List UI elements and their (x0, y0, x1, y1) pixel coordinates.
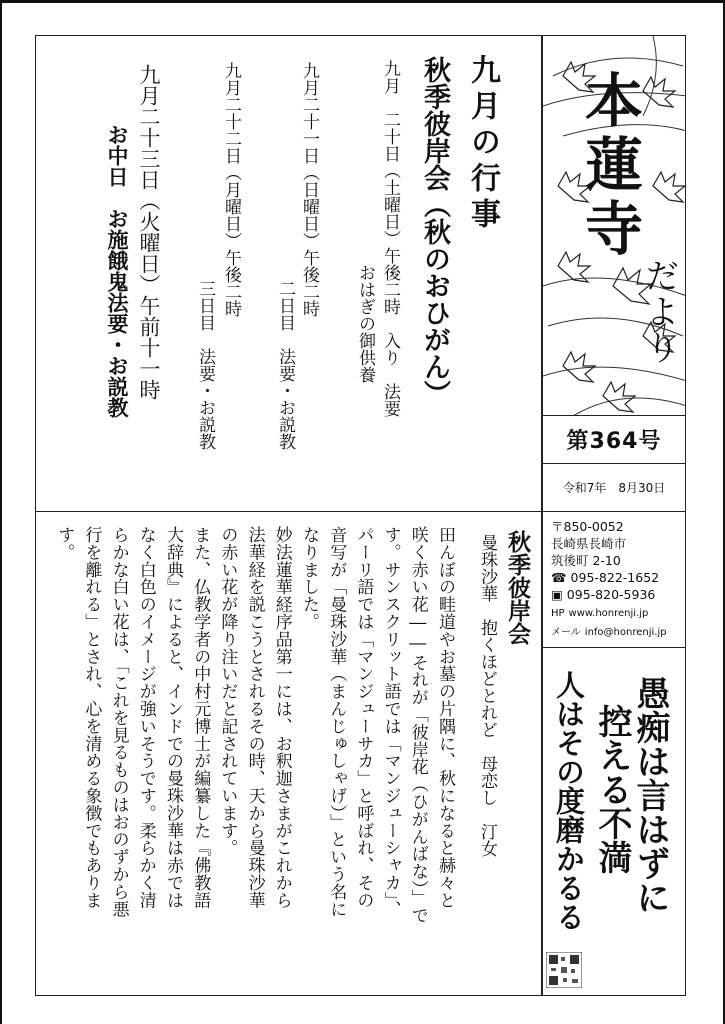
essay-body-line: らかな白い花は、「これを見るものはおのずから悪 (108, 526, 129, 918)
essay-body-line: 咲く赤い花――それが「彼岸花（ひがんばな）」で (407, 526, 428, 924)
essay-body-line: す。サンスクリット語では「マンジューシャカ」、 (380, 526, 401, 918)
essay-body-line: 行を離れる」とされ、心を清める象徴でもありま (81, 526, 102, 909)
mail-row (551, 622, 677, 641)
issue-box (542, 416, 686, 464)
event-line-4: 二日目 法要・お説教 (275, 280, 295, 450)
event-line-2: おはぎの御供養 (355, 264, 375, 383)
event-line-5: 九月二十二日（月曜日）午後二時 (221, 62, 241, 317)
essay-body-line: す。 (54, 526, 75, 561)
motto-box (542, 648, 686, 996)
homepage-row (551, 603, 677, 622)
event-line-3: 九月二十一日（日曜日）午後二時 (299, 62, 319, 317)
essay-body-line: 田んぼの畦道やお墓の片隅に、秋になると赫々と (435, 526, 455, 909)
issue-number: 第364号 (566, 429, 662, 454)
essay-body-line: 音写が「曼珠沙華（まんじゅしゃげ）」という名に (326, 526, 347, 918)
events-heading: 九月の行事 (465, 54, 500, 234)
phone-number: 095-822-1652 (570, 570, 660, 585)
fax-number: 095-820-5936 (566, 587, 656, 602)
essay-body-line: また、仏教学者の中村元博士が編纂した『佛教語 (190, 526, 211, 909)
address-line-1: 長崎県長崎市 (551, 536, 627, 551)
events-section (35, 35, 542, 512)
homepage-url[interactable]: www.honrenji.jp (568, 608, 649, 619)
date-box (542, 464, 686, 512)
event-line-1: 九月 二十日（土曜日）午後二時 入り 法要 (380, 60, 400, 417)
phone-icon: ☎ (551, 570, 571, 585)
masthead (542, 35, 686, 416)
masthead-title: 本蓮寺 (575, 70, 643, 262)
motto-line-3: 人はその度磨かるる (552, 670, 586, 931)
event-line-6: 三日目 法要・お説教 (195, 280, 215, 450)
page-edge-left (0, 0, 2, 1024)
address-line-2: 筑後町 2-10 (551, 553, 621, 568)
essay-body-line: なく白色のイメージが強いそうです。柔らかく清 (135, 526, 156, 909)
mail-address[interactable]: info@honrenji.jp (584, 627, 667, 638)
contact-box (542, 512, 686, 648)
fax-row (551, 586, 677, 603)
essay-body-line: の赤い花が降り注いだと記されています。 (217, 526, 238, 857)
motto-line-2: 控える不満 (592, 704, 632, 874)
issue-date: 令和7年 8月30日 (562, 481, 666, 495)
homepage-label: HP (551, 608, 565, 619)
event-big-line-2: お中日 お施餓鬼法要・お説教 (105, 124, 130, 418)
page-edge-top (0, 0, 725, 3)
motto-line-1: 愚痴は言はずに (630, 676, 670, 914)
essay-body-line: なりました。 (299, 526, 319, 631)
masthead-subtitle: だより (639, 258, 679, 366)
essay-body-line: パーリ語では「マンジューサカ」と呼ばれ、その (353, 526, 374, 909)
postal-code: 〒850-0052 (551, 519, 624, 534)
essay-title: 秋季彼岸会 (504, 530, 531, 645)
essay-haiku: 曼珠沙華 抱くほどとれど 母恋し 汀女 (477, 534, 497, 857)
essay-body-line: 法華経を説こうとされるその時、天から曼珠沙華 (244, 526, 265, 909)
essay-body-line: 妙法蓮華経序品第一には、お釈迦さまがこれから (271, 526, 292, 909)
event-big-line-1: 九月二十三日（火曜日）午前十一時 (137, 64, 161, 400)
events-title: 秋季彼岸会（秋のおひがん） (419, 56, 450, 407)
phone-row (551, 569, 677, 586)
essay-section (35, 512, 542, 996)
mail-label: メール (551, 627, 581, 638)
qr-code (546, 952, 582, 988)
fax-icon: ▣ (551, 587, 567, 602)
essay-body-line: 大辞典』によると、インドでの曼珠沙華は赤では (163, 526, 183, 909)
